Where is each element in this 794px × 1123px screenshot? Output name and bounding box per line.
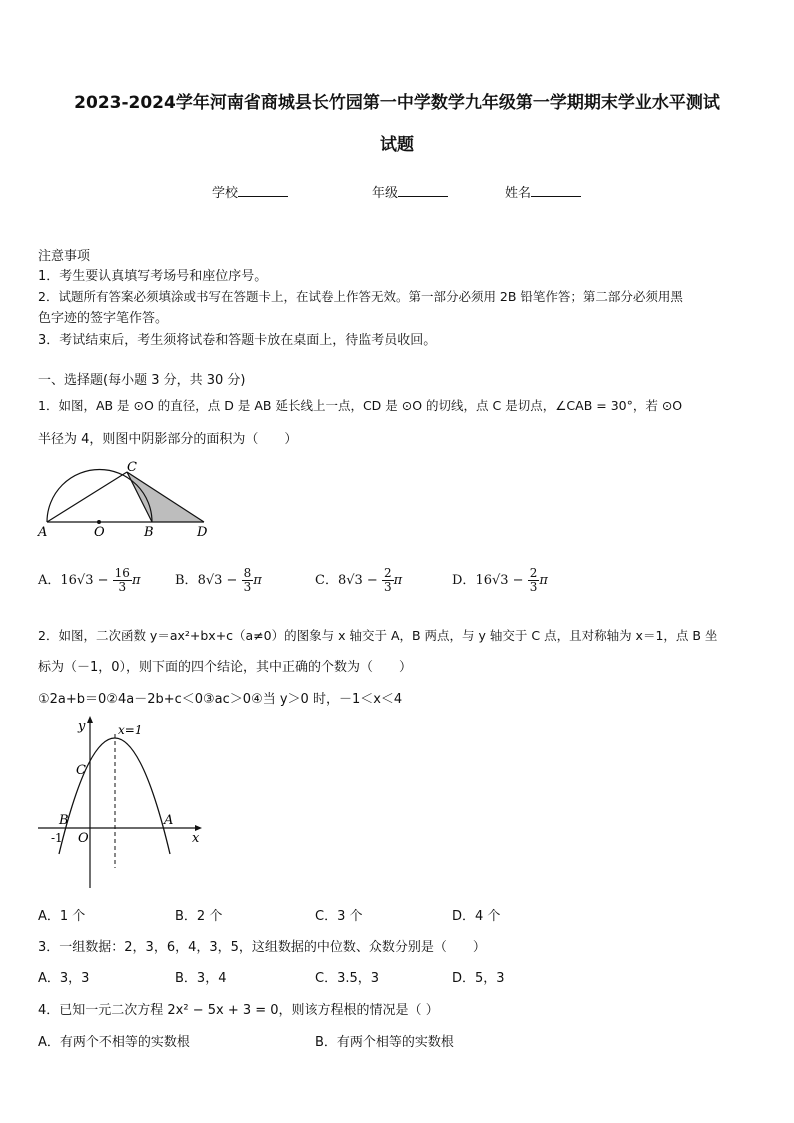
q1-option-c-num: 2 <box>383 566 392 580</box>
q1-option-b-den: 3 <box>243 580 252 594</box>
q2-figure <box>34 712 209 892</box>
q2-stem-line1: 2．如图，二次函数 y＝ax²+bx+c（a≠0）的图象与 x 轴交于 A，B 两点，与 y 轴交于 C 点，且对称轴为 x＝1，点 B 坐 <box>38 628 718 643</box>
label-symmetry: x=1 <box>118 723 143 737</box>
q1-option-d-fraction <box>528 567 540 594</box>
q1-stem-line1: 1．如图，AB 是 ⊙O 的直径，点 D 是 AB 延长线上一点，CD 是 ⊙O 的切线，点 C 是切点，∠CAB = 30°，若 ⊙O <box>38 398 683 413</box>
school-blank[interactable] <box>238 183 288 197</box>
q2-stem-line3: ①2a+b＝0②4a－2b+c＜0③ac＞0④当 y＞0 时，－1＜x＜4 <box>38 692 403 707</box>
name-field[interactable] <box>505 182 581 201</box>
label-c: C <box>76 763 86 778</box>
notes-item-1: 1．考生要认真填写考场号和座位序号。 <box>38 269 268 284</box>
label-b: B <box>59 813 69 828</box>
q1-option-a-den: 3 <box>118 580 127 594</box>
q1-option-c[interactable] <box>315 567 402 594</box>
q1-option-b-expr: 8√3 − <box>197 573 238 588</box>
q2-option-b[interactable]: B．2 个 <box>175 909 223 924</box>
q1-option-b[interactable] <box>175 567 262 594</box>
notes-heading: 注意事项 <box>38 249 91 264</box>
section-heading: 一、选择题(每小题 3 分，共 30 分) <box>38 373 246 388</box>
label-o: O <box>78 831 89 846</box>
q3-option-b[interactable]: B．3，4 <box>175 971 227 986</box>
q4-option-b[interactable]: B．有两个相等的实数根 <box>315 1035 454 1050</box>
label-b: B <box>144 525 154 540</box>
label-y: y <box>78 719 86 734</box>
label-d: D <box>197 525 208 540</box>
exam-title-line2: 试题 <box>380 135 414 155</box>
q2-option-a[interactable]: A．1 个 <box>38 909 86 924</box>
q1-option-a-num: 16 <box>114 566 130 580</box>
q3-stem: 3．一组数据：2，3，6，4，3，5，这组数据的中位数、众数分别是（ ） <box>38 940 486 955</box>
q3-option-c[interactable]: C．3.5，3 <box>315 971 380 986</box>
label-a: A <box>38 525 48 540</box>
q1-option-c-den: 3 <box>383 580 392 594</box>
school-field[interactable] <box>212 182 288 201</box>
label-a: A <box>164 813 174 828</box>
name-blank[interactable] <box>531 183 581 197</box>
grade-label: 年级 <box>372 186 399 201</box>
q1-option-c-expr: 8√3 − <box>337 573 378 588</box>
q1-stem-line2: 半径为 4，则图中阴影部分的面积为（ ） <box>38 432 298 447</box>
q1-option-d-num: 2 <box>529 566 538 580</box>
center-point <box>97 520 101 524</box>
name-label: 姓名 <box>505 186 532 201</box>
line-ac <box>47 472 127 522</box>
label-x: x <box>192 831 200 846</box>
q1-figure <box>34 460 214 542</box>
q3-option-d[interactable]: D．5，3 <box>452 971 505 986</box>
q1-option-b-num: 8 <box>243 566 252 580</box>
q1-option-c-label: C． <box>315 573 338 588</box>
q1-option-d-expr: 16√3 − <box>475 573 524 588</box>
q3-option-a[interactable]: A．3，3 <box>38 971 90 986</box>
q1-option-b-fraction <box>242 567 254 594</box>
notes-item-3: 3．考试结束后，考生须将试卷和答题卡放在桌面上，待监考员收回。 <box>38 333 437 348</box>
q1-option-a-expr: 16√3 − <box>60 573 109 588</box>
exam-title-line1: 2023-2024学年河南省商城县长竹园第一中学数学九年级第一学期期末学业水平测试 <box>74 93 720 113</box>
notes-item-2b: 色字迹的签字笔作答。 <box>38 311 169 326</box>
q1-option-a-fraction <box>113 567 132 594</box>
label-o: O <box>94 525 105 540</box>
y-axis-arrow <box>87 716 93 723</box>
q1-option-a-pi: π <box>131 573 141 588</box>
q1-option-b-pi: π <box>253 573 262 588</box>
q1-option-d-label: D． <box>452 573 476 588</box>
q4-option-a[interactable]: A．有两个不相等的实数根 <box>38 1035 190 1050</box>
notes-item-2a: 2．试题所有答案必须填涂或书写在答题卡上，在试卷上作答无效。第一部分必须用 2B 铅笔作答；第二部分必须用黑 <box>38 289 683 304</box>
q1-option-c-pi: π <box>393 573 403 588</box>
q1-option-d-pi: π <box>539 573 548 588</box>
q1-option-a[interactable] <box>38 567 140 594</box>
label-neg1: -1 <box>51 831 63 845</box>
q1-option-b-label: B． <box>175 573 198 588</box>
q2-stem-line2: 标为（－1，0），则下面的四个结论，其中正确的个数为（ ） <box>38 660 413 675</box>
grade-field[interactable] <box>372 182 448 201</box>
q4-stem: 4．已知一元二次方程 2x² − 5x + 3 = 0，则该方程根的情况是（ ） <box>38 1003 439 1018</box>
school-label: 学校 <box>212 186 239 201</box>
q1-option-c-fraction <box>382 567 394 594</box>
label-c: C <box>127 460 137 475</box>
q1-option-d[interactable] <box>452 567 548 594</box>
q1-option-d-den: 3 <box>529 580 538 594</box>
q2-option-c[interactable]: C．3 个 <box>315 909 363 924</box>
grade-blank[interactable] <box>398 183 448 197</box>
q1-option-a-label: A． <box>38 573 61 588</box>
q2-option-d[interactable]: D．4 个 <box>452 909 501 924</box>
